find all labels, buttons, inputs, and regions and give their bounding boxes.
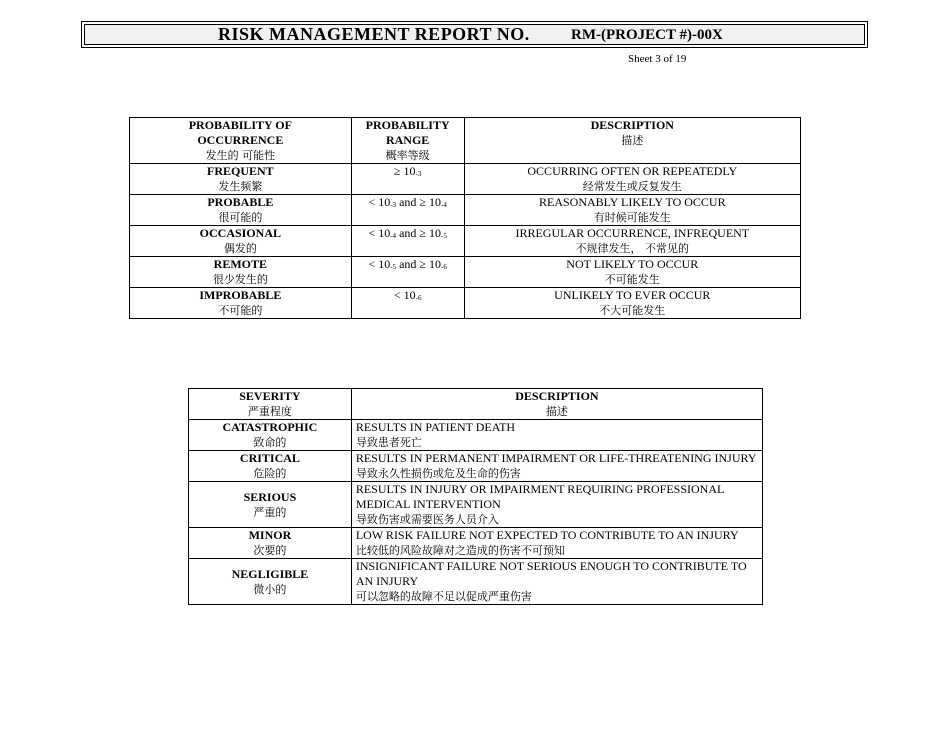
severity-header-severity	[189, 389, 352, 420]
severity-level-cell	[189, 451, 352, 482]
probability-row	[130, 226, 801, 257]
probability-level-cell	[130, 257, 352, 288]
probability-range-cell	[351, 226, 464, 257]
probability-level-zh: 很可能的	[218, 211, 263, 224]
severity-description-zh: 导致永久性损伤或危及生命的伤害	[355, 467, 521, 480]
severity-row	[189, 420, 763, 451]
header-text: PROBABILITY	[365, 118, 450, 132]
severity-level-zh: 严重的	[253, 505, 287, 519]
probability-range: < $10^{-3}$ and ≥ $10^{-4}$	[368, 195, 447, 209]
header-text-zh: 概率等级	[385, 149, 430, 162]
severity-description-cell	[351, 559, 762, 605]
probability-level-zh: 不可能的	[218, 304, 263, 317]
severity-description: RESULTS IN INJURY OR IMPAIRMENT REQUIRING PROFESSIONAL MEDICAL INTERVENTION	[355, 482, 724, 511]
severity-row	[189, 451, 763, 482]
severity-row	[189, 559, 763, 605]
sheet-number: Sheet 3 of 19	[628, 53, 687, 65]
header-text: DESCRIPTION	[590, 118, 674, 132]
probability-level: OCCASIONAL	[199, 226, 282, 240]
severity-description-cell	[351, 482, 762, 528]
probability-range-cell	[351, 195, 464, 226]
probability-range-cell	[351, 288, 464, 319]
severity-level-zh: 次要的	[253, 544, 287, 557]
severity-description: RESULTS IN PERMANENT IMPAIRMENT OR LIFE-THREATENING INJURY	[355, 451, 757, 465]
probability-level: REMOTE	[213, 257, 267, 271]
probability-description-zh: 不可能发生	[604, 273, 660, 286]
severity-table	[188, 388, 763, 605]
header-text: SEVERITY	[239, 389, 301, 403]
severity-header-description	[351, 389, 762, 420]
probability-level-zh: 偶发的	[223, 242, 257, 255]
probability-level: PROBABLE	[207, 195, 274, 209]
severity-level-cell	[189, 528, 352, 559]
header-text: DESCRIPTION	[515, 389, 599, 403]
report-title-inner	[84, 24, 865, 45]
probability-level-cell	[130, 195, 352, 226]
probability-header-occurrence	[130, 118, 352, 164]
report-id: RM-(PROJECT #)-00X	[571, 27, 723, 43]
severity-description-zh: 可以忽略的故障不足以促成严重伤害	[355, 590, 532, 603]
probability-level-cell	[130, 288, 352, 319]
header-text-zh: 描述	[621, 134, 644, 147]
probability-level-cell	[130, 226, 352, 257]
severity-level-zh: 致命的	[253, 436, 287, 449]
severity-level: CRITICAL	[239, 451, 300, 465]
probability-range: < $10^{-5}$ and ≥ $10^{-6}$	[368, 257, 447, 271]
severity-level: NEGLIGIBLE	[231, 566, 309, 581]
severity-description-zh: 比较低的风险故障对之造成的伤害不可预知	[355, 544, 565, 557]
severity-description-cell	[351, 420, 762, 451]
probability-range: < $10^{-4}$ and ≥ $10^{-5}$	[368, 226, 447, 240]
probability-description-cell	[464, 195, 800, 226]
probability-description: NOT LIKELY TO OCCUR	[566, 257, 699, 271]
probability-header-row	[130, 118, 801, 164]
severity-level: SERIOUS	[243, 489, 297, 504]
probability-description: IRREGULAR OCCURRENCE, INFREQUENT	[515, 226, 750, 240]
probability-range-cell	[351, 257, 464, 288]
header-text: RANGE	[385, 133, 430, 147]
severity-level-zh: 危险的	[253, 467, 287, 480]
probability-row	[130, 257, 801, 288]
severity-level-cell	[189, 559, 352, 605]
probability-table	[129, 117, 801, 319]
severity-description: INSIGNIFICANT FAILURE NOT SERIOUS ENOUGH TO CONTRIBUTE TO AN INJURY	[355, 559, 747, 588]
report-title-box	[81, 21, 868, 48]
report-title: RISK MANAGEMENT REPORT NO.	[218, 24, 530, 44]
severity-level-cell	[189, 482, 352, 528]
probability-description-cell	[464, 257, 800, 288]
header-text: OCCURRENCE	[197, 133, 284, 147]
probability-description: REASONABLY LIKELY TO OCCUR	[539, 195, 726, 209]
probability-description-cell	[464, 164, 800, 195]
probability-row	[130, 288, 801, 319]
severity-description-cell	[351, 451, 762, 482]
probability-level: FREQUENT	[206, 164, 274, 178]
probability-description-cell	[464, 226, 800, 257]
probability-range: ≥ $10^{-3}$	[393, 164, 422, 178]
severity-level: MINOR	[248, 528, 292, 542]
severity-header-row	[189, 389, 763, 420]
probability-level: IMPROBABLE	[199, 288, 282, 302]
severity-description-cell	[351, 528, 762, 559]
probability-description-zh: 有时候可能发生	[593, 211, 671, 224]
severity-level-cell	[189, 420, 352, 451]
header-text-zh: 描述	[545, 405, 568, 418]
probability-header-description	[464, 118, 800, 164]
probability-range-cell	[351, 164, 464, 195]
probability-header-range	[351, 118, 464, 164]
probability-row	[130, 195, 801, 226]
severity-description: RESULTS IN PATIENT DEATH	[355, 420, 516, 434]
probability-level-zh: 发生频繁	[218, 180, 263, 193]
probability-row	[130, 164, 801, 195]
probability-description: UNLIKELY TO EVER OCCUR	[554, 288, 711, 302]
probability-level-zh: 很少发生的	[212, 273, 268, 286]
severity-description-zh: 导致患者死亡	[355, 436, 422, 449]
severity-description-zh: 导致伤害或需要医务人员介入	[355, 513, 499, 526]
severity-row	[189, 528, 763, 559]
header-text-zh: 严重程度	[247, 405, 292, 418]
severity-level-zh: 微小的	[253, 582, 287, 596]
probability-description-zh: 不规律发生， 不常见的	[575, 242, 690, 255]
probability-description-cell	[464, 288, 800, 319]
header-text-zh: 发生的 可能性	[205, 149, 276, 162]
probability-description-zh: 不大可能发生	[599, 304, 666, 317]
header-text: PROBABILITY OF	[188, 118, 292, 132]
probability-range: < $10^{-6}$	[393, 288, 422, 302]
severity-row	[189, 482, 763, 528]
probability-description: OCCURRING OFTEN OR REPEATEDLY	[527, 164, 738, 178]
probability-description-zh: 经常发生或反复发生	[582, 180, 682, 193]
severity-description: LOW RISK FAILURE NOT EXPECTED TO CONTRIBUTE TO AN INJURY	[355, 528, 739, 542]
probability-level-cell	[130, 164, 352, 195]
severity-level: CATASTROPHIC	[222, 420, 318, 434]
